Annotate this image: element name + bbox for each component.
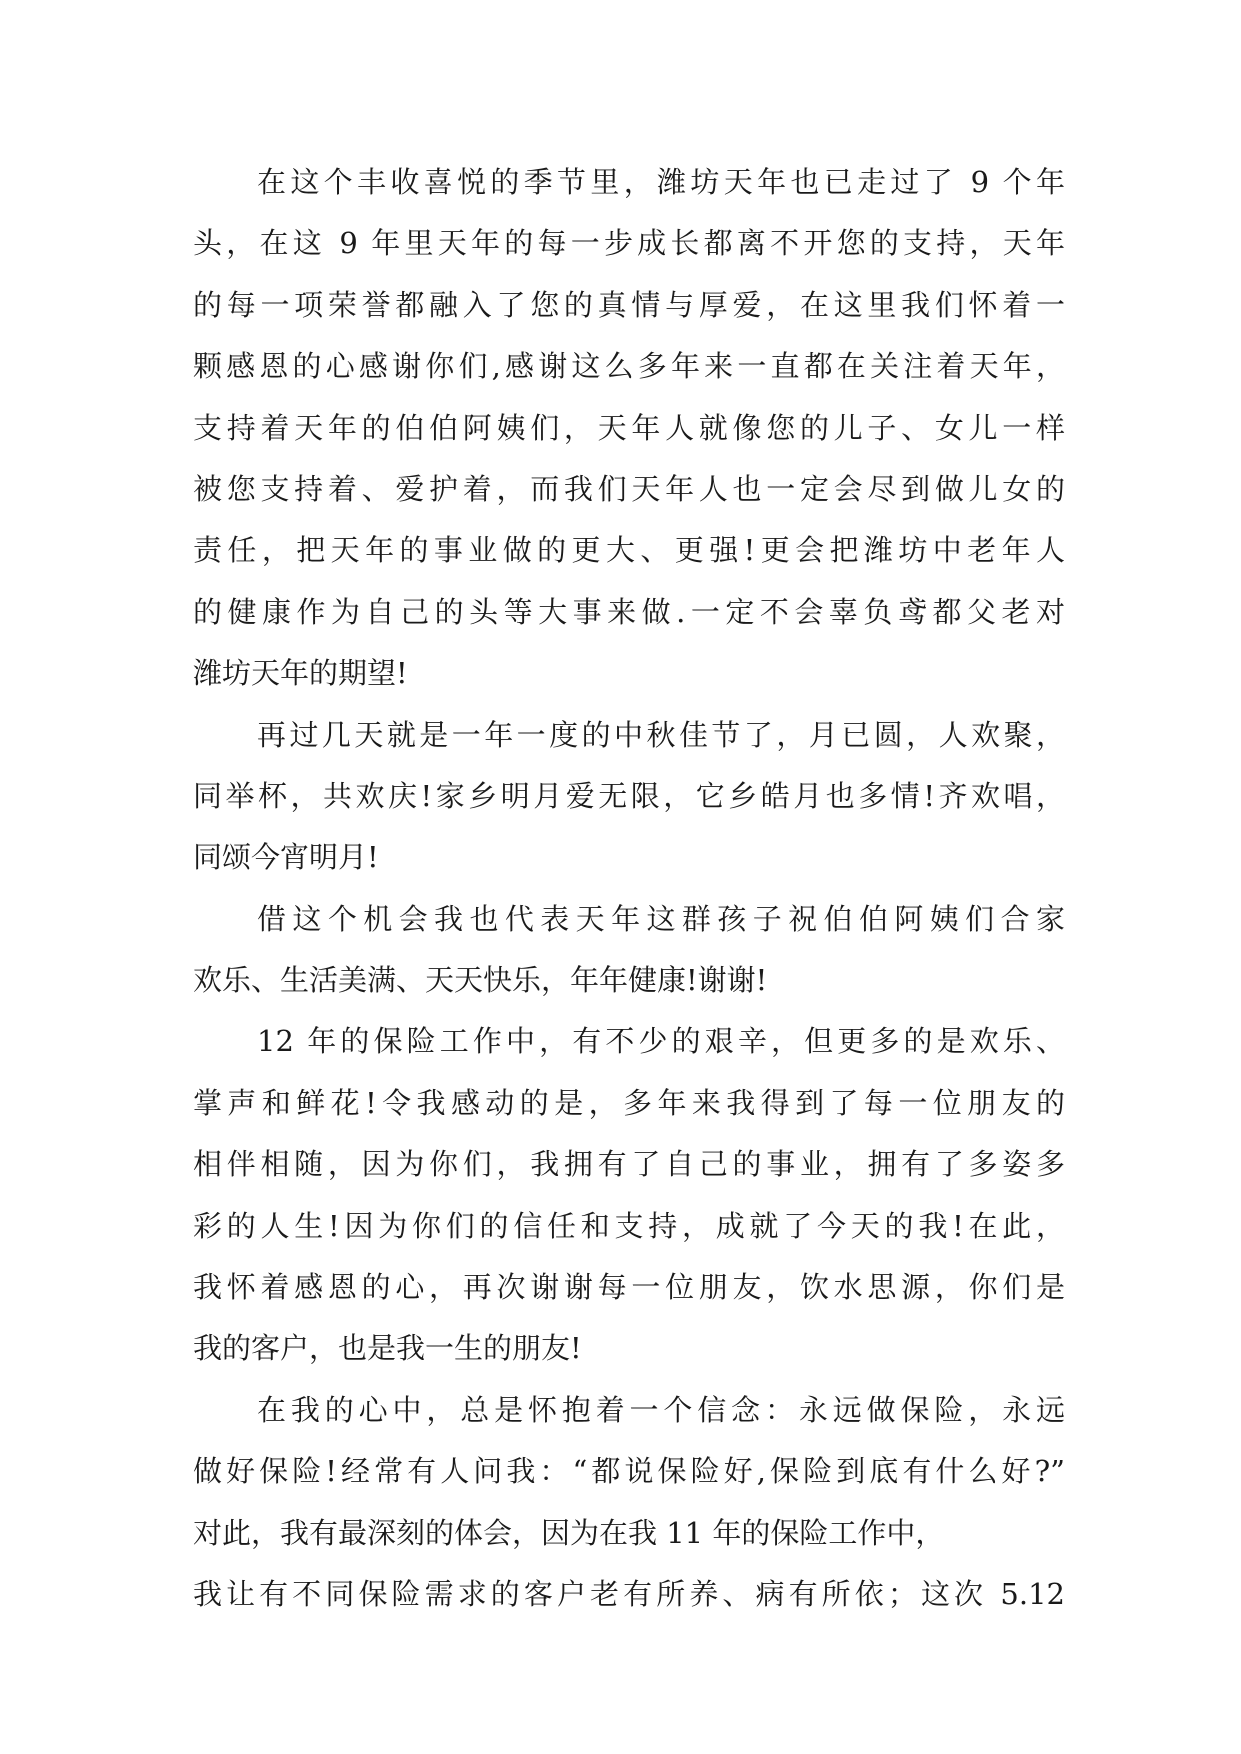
text-line: 同举杯，共欢庆!家乡明月爱无限，它乡皓月也多情!齐欢唱， [193,778,1065,813]
text-line: 的每一项荣誉都融入了您的真情与厚爱，在这里我们怀着一 [193,287,1065,322]
text-line: 支持着天年的伯伯阿姨们，天年人就像您的儿子、女儿一样 [193,410,1065,445]
text-line: 再过几天就是一年一度的中秋佳节了，月已圆，人欢聚， [257,717,1065,752]
text-line: 欢乐、生活美满、天天快乐，年年健康!谢谢! [193,963,768,998]
text-line: 颗感恩的心感谢你们,感谢这么多年来一直都在关注着天年， [193,349,1065,384]
text-line: 在这个丰收喜悦的季节里，潍坊天年也已走过了 9 个年 [257,165,1065,199]
text-line: 头，在这 9 年里天年的每一步成长都离不开您的支持，天年 [193,226,1065,261]
paragraph-harvest-season [193,152,1065,705]
text-line: 借这个机会我也代表天年这群孩子祝伯伯阿姨们合家 [257,901,1065,936]
paragraph-mid-autumn [193,705,1065,889]
paragraph-insurance-career [193,1011,1065,1379]
text-line: 同颂今宵明月! [193,840,379,875]
text-line: 在我的心中，总是怀抱着一个信念：永远做保险，永远 [257,1392,1065,1427]
text-line: 相伴相随，因为你们，我拥有了自己的事业，拥有了多姿多 [193,1147,1065,1182]
document-body [193,152,1065,1625]
text-line: 我的客户，也是我一生的朋友! [193,1331,582,1366]
text-line: 的健康作为自己的头等大事来做.一定不会辜负鸢都父老对 [193,594,1065,629]
text-line: 做好保险!经常有人问我：“都说保险好,保险到底有什么好?” [193,1454,1065,1489]
text-line: 12 年的保险工作中，有不少的艰辛，但更多的是欢乐、 [257,1024,1065,1059]
text-line: 责任，把天年的事业做的更大、更强!更会把潍坊中老年人 [193,533,1065,568]
text-line: 掌声和鲜花!令我感动的是，多年来我得到了每一位朋友的 [193,1085,1065,1120]
text-line: 彩的人生!因为你们的信任和支持，成就了今天的我!在此， [193,1208,1065,1243]
text-line: 对此，我有最深刻的体会，因为在我 11 年的保险工作中， [193,1515,945,1550]
text-line: 潍坊天年的期望! [193,656,408,691]
paragraph-wishes [193,889,1065,1012]
paragraph-belief [193,1380,1065,1626]
text-line: 我怀着感恩的心，再次谢谢每一位朋友，饮水思源，你们是 [193,1270,1065,1305]
text-line: 我让有不同保险需求的客户老有所养、病有所依；这次 5.12 [193,1576,1065,1611]
text-line: 被您支持着、爱护着，而我们天年人也一定会尽到做儿女的 [193,471,1065,506]
